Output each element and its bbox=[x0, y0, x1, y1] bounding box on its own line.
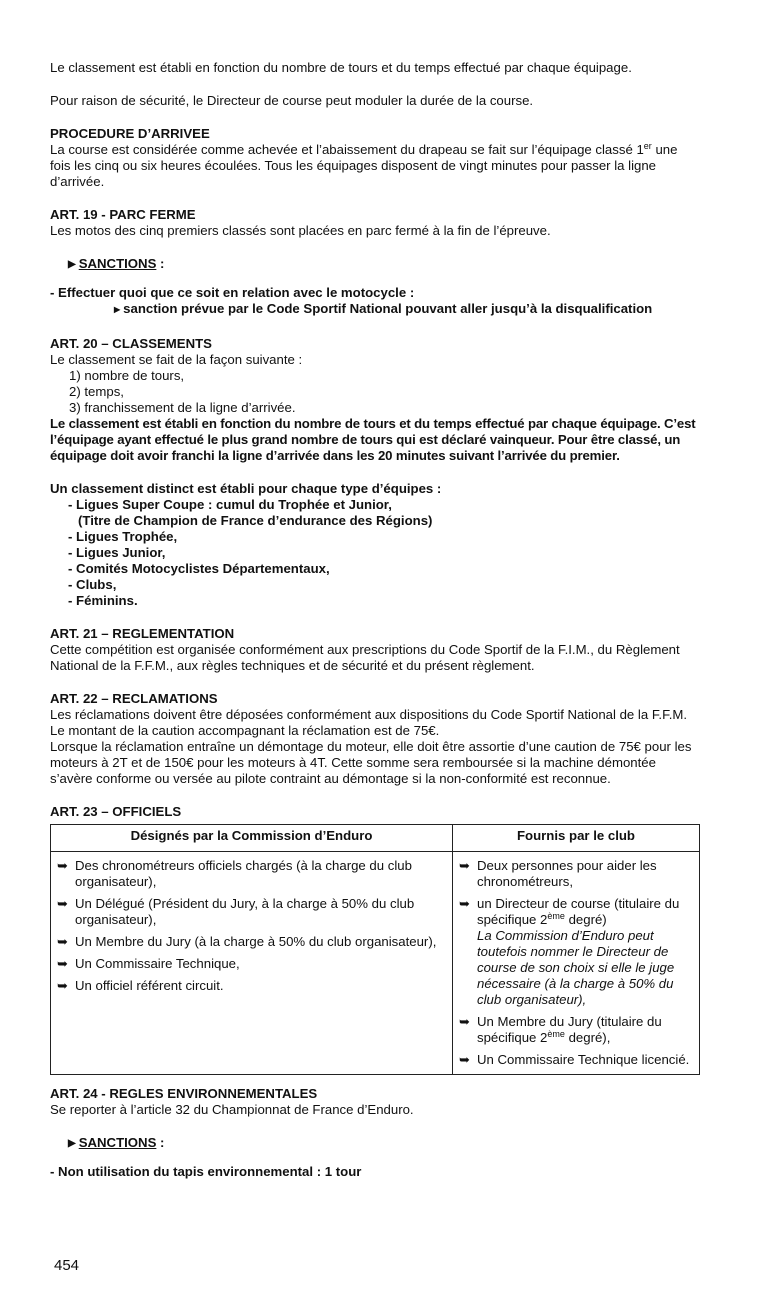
art24-offence: - Non utilisation du tapis environnemental : 1 tour bbox=[50, 1164, 362, 1179]
official-item-text: degré), bbox=[564, 1030, 611, 1045]
arrow-right-icon: ➥ bbox=[57, 934, 68, 949]
team-type-feminins: - Féminins. bbox=[68, 593, 138, 608]
list-item bbox=[57, 858, 446, 890]
procedure-sup: er bbox=[643, 141, 652, 151]
arrow-right-icon: ➥ bbox=[57, 978, 68, 993]
triangle-right-small-icon: ▶ bbox=[114, 305, 121, 314]
art20-criterion-3: 3) franchissement de la ligne d’arrivée. bbox=[69, 400, 296, 415]
procedure-text bbox=[50, 142, 700, 190]
art22-text-2: Lorsque la réclamation entraîne un démontage du moteur, elle doit être assortie d’une caution de 75€ pour les moteurs à 2T et de 150€ pour les moteurs à 4T. Cette somme sera remboursée si la machine démontée s’avère conforme ou versée au pilote contraint au démontage si la non-conformité est reconnue. bbox=[50, 739, 692, 786]
art24-sanctions-heading bbox=[50, 1135, 700, 1153]
document-page bbox=[50, 60, 700, 1180]
art19-offence: - Effectuer quoi que ce soit en relation avec le motocycle : bbox=[50, 285, 415, 300]
team-type-clubs: - Clubs, bbox=[68, 577, 117, 592]
art23-title: ART. 23 – OFFICIELS bbox=[50, 804, 182, 819]
intro-paragraph-1: Le classement est établi en fonction du nombre de tours et du temps effectué par chaque équipage. bbox=[50, 60, 632, 75]
official-item-text: un Directeur de course (titulaire du spécifique 2 bbox=[477, 896, 680, 927]
art20-criterion-1: 1) nombre de tours, bbox=[69, 368, 185, 383]
art20-intro: Le classement se fait de la façon suivante : bbox=[50, 352, 303, 367]
official-item: Des chronométreurs officiels chargés (à la charge du club organisateur), bbox=[75, 858, 412, 889]
procedure-text-a: La course est considérée comme achevée et l’abaissement du drapeau se fait sur l’équipage classé 1 bbox=[50, 142, 644, 157]
sanctions-label: SANCTIONS bbox=[78, 256, 157, 271]
col-header-club: Fournis par le club bbox=[453, 825, 700, 852]
art19-title: ART. 19 - PARC FERME bbox=[50, 207, 196, 222]
list-item bbox=[57, 978, 446, 994]
officials-table-header bbox=[51, 825, 700, 852]
art19-penalty bbox=[50, 301, 700, 319]
team-type-junior: - Ligues Junior, bbox=[68, 545, 166, 560]
art24-text: Se reporter à l’article 32 du Championnat de France d’Enduro. bbox=[50, 1102, 414, 1117]
club-officials-cell bbox=[453, 852, 700, 1075]
official-item bbox=[477, 896, 693, 1008]
arrow-right-icon: ➥ bbox=[459, 1014, 470, 1029]
arrow-right-icon: ➥ bbox=[57, 896, 68, 911]
triangle-right-icon: ▶ bbox=[68, 1138, 76, 1149]
officials-table bbox=[50, 824, 700, 1075]
art19-text: Les motos des cinq premiers classés sont placées en parc fermé à la fin de l’épreuve. bbox=[50, 223, 551, 238]
official-item: Un Commissaire Technique, bbox=[75, 956, 240, 971]
official-item: Un Commissaire Technique licencié. bbox=[477, 1052, 690, 1067]
official-item-text: Un Membre du Jury (titulaire du spécifique 2 bbox=[477, 1014, 662, 1045]
arrow-right-icon: ➥ bbox=[459, 1052, 470, 1067]
arrow-right-icon: ➥ bbox=[459, 858, 470, 873]
art20-criterion-2: 2) temps, bbox=[69, 384, 124, 399]
team-type-super-coupe-note: (Titre de Champion de France d’endurance des Régions) bbox=[78, 513, 433, 528]
art24-title: ART. 24 - REGLES ENVIRONNEMENTALES bbox=[50, 1086, 318, 1101]
official-item-text: degré) bbox=[564, 912, 607, 927]
procedure-title: PROCEDURE D’ARRIVEE bbox=[50, 126, 210, 141]
list-item bbox=[57, 934, 446, 950]
official-item-note: La Commission d’Enduro peut toutefois nommer le Directeur de course de son choix si elle le juge nécessaire (à la charge à 50% du club organisateur), bbox=[477, 928, 675, 1007]
art20-distinct-title: Un classement distinct est établi pour chaque type d’équipes : bbox=[50, 481, 442, 496]
intro-paragraph-2: Pour raison de sécurité, le Directeur de course peut moduler la durée de la course. bbox=[50, 93, 534, 108]
col-header-commission: Désignés par la Commission d’Enduro bbox=[51, 825, 453, 852]
official-item: Un Membre du Jury (à la charge à 50% du club organisateur), bbox=[75, 934, 437, 949]
list-item bbox=[57, 956, 446, 972]
team-type-comites: - Comités Motocyclistes Départementaux, bbox=[68, 561, 330, 576]
page-number: 454 bbox=[54, 1257, 80, 1274]
art21-title: ART. 21 – REGLEMENTATION bbox=[50, 626, 235, 641]
team-type-super-coupe: - Ligues Super Coupe : cumul du Trophée et Junior, bbox=[68, 497, 392, 512]
art19-sanctions-heading bbox=[50, 256, 700, 274]
sanctions-label: SANCTIONS bbox=[78, 1135, 157, 1150]
arrow-right-icon: ➥ bbox=[459, 896, 470, 911]
art22-text-1: Les réclamations doivent être déposées conformément aux dispositions du Code Sportif National de la F.F.M. Le montant de la caution accompagnant la réclamation est de 75€. bbox=[50, 707, 688, 738]
official-item: Un officiel référent circuit. bbox=[75, 978, 224, 993]
art19-penalty-text: sanction prévue par le Code Sportif National pouvant aller jusqu’à la disqualification bbox=[123, 301, 653, 316]
art22-title: ART. 22 – RECLAMATIONS bbox=[50, 691, 218, 706]
official-item: Deux personnes pour aider les chronométreurs, bbox=[477, 858, 657, 889]
sanctions-colon: : bbox=[156, 256, 165, 271]
sanctions-colon: : bbox=[156, 1135, 165, 1150]
art21-text: Cette compétition est organisée conformément aux prescriptions du Code Sportif de la F.I.M., du Règlement National de la F.F.M., aux règles techniques et de sécurité et du présent règlement. bbox=[50, 642, 680, 673]
art20-bold-text: Le classement est établi en fonction du nombre de tours et du temps effectué par chaque équipage. C’est l’équipage ayant effectué le plus grand nombre de tours qui est déclaré vainqueur. Pour être classé, un équipage doit avoir franchi la ligne d’arrivée dans les 20 minutes suivant l’arrivée du premier. bbox=[50, 416, 696, 463]
commission-officials-cell bbox=[51, 852, 453, 1075]
list-item bbox=[459, 1052, 693, 1068]
list-item bbox=[459, 896, 693, 1008]
official-item bbox=[477, 1014, 693, 1046]
official-item: Un Délégué (Président du Jury, à la charge à 50% du club organisateur), bbox=[75, 896, 415, 927]
list-item bbox=[459, 1014, 693, 1046]
team-type-trophee: - Ligues Trophée, bbox=[68, 529, 178, 544]
arrow-right-icon: ➥ bbox=[57, 956, 68, 971]
art20-title: ART. 20 – CLASSEMENTS bbox=[50, 336, 212, 351]
officials-table-row bbox=[51, 852, 700, 1075]
ordinal-sup: ème bbox=[547, 1029, 565, 1039]
arrow-right-icon: ➥ bbox=[57, 858, 68, 873]
procedure-text-b: une fois les cinq ou six heures écoulées. Tous les équipages disposent de vingt minutes pour passer la ligne d’arrivée. bbox=[50, 142, 678, 189]
triangle-right-icon: ▶ bbox=[68, 259, 76, 270]
list-item bbox=[57, 896, 446, 928]
list-item bbox=[459, 858, 693, 890]
ordinal-sup: ème bbox=[547, 911, 565, 921]
